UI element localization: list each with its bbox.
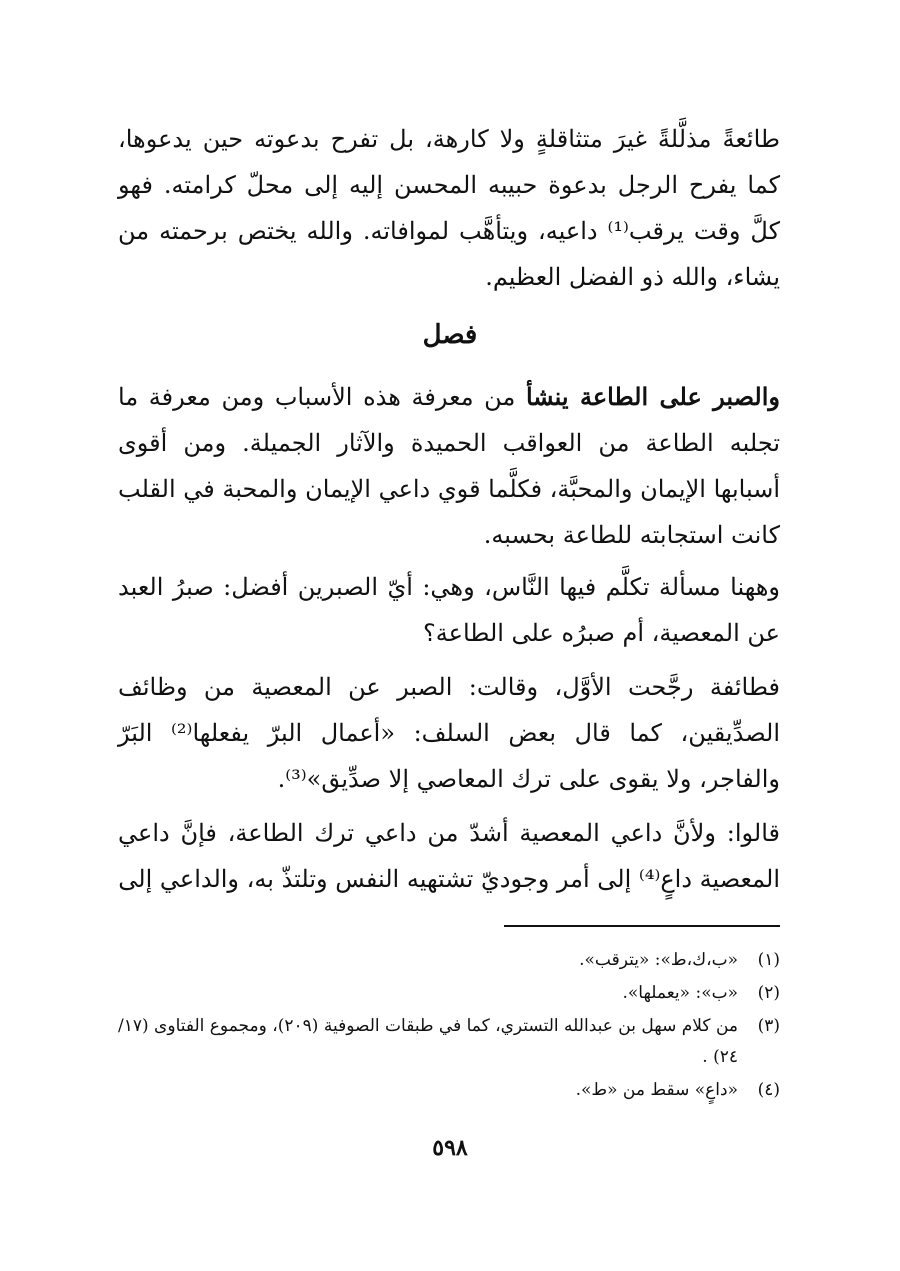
footnote-text: «ب،ك،ط»: «يترقب». [579,950,738,970]
footnote-number: (١) [757,950,780,970]
footnote-item [118,978,780,1009]
section-heading: فصل [422,320,478,350]
footnote-number: (٣) [757,1016,780,1036]
paragraph-2-text: من معرفة هذه الأسباب ومن معرفة ما تجلبه الطاعة من العواقب الحميدة والآثار الجميلة. ومن أقوى أسبابها الإيمان والمحبَّة، فكلَّما قوي داعي الإيمان والمحبة في القلب كانت استجابته للطاعة بحسبه. [118,383,780,549]
footnote-text: «داعٍ» سقط من «ط». [575,1080,738,1100]
paragraph-4: فطائفة رجَّحت الأوَّل، وقالت: الصبر عن المعصية من وظائف الصدِّيقين، كما قال بعض السلف: «أعمال البرّ يفعلها⁽²⁾ البَرّ والفاجر، ولا يقوى على ترك المعاصي إلا صدِّيق»⁽³⁾. [118,673,780,793]
footnote-text: من كلام سهل بن عبدالله التستري، كما في طبقات الصوفية (٢٠٩)، ومجموع الفتاوى (١٧/ ٢٤) . [118,1016,738,1067]
footnotes-list [118,945,780,1108]
page-number: ٥٩٨ [432,1135,468,1161]
footnote-divider [504,925,780,927]
paragraph-1: طائعةً مذلَّلةً غيرَ متثاقلةٍ ولا كارهة، بل تفرح بدعوته حين يدعوها، كما يفرح الرجل بدعوة حبيبه المحسن إليه إلى محلّ كرامته. فهو كلَّ وقت يرقب⁽¹⁾ داعيه، ويتأهَّب لموافاته. والله يختص برحمته من يشاء، والله ذو الفضل العظيم. [118,125,781,291]
footnote-number: (٢) [757,983,780,1003]
paragraph-2 [118,374,780,558]
paragraph-2-lead: والصبر على الطاعة ينشأ [525,382,780,411]
footnote-number: (٤) [757,1080,780,1100]
footnote-item [118,1011,780,1073]
footnote-item [118,945,780,976]
paragraph-5: قالوا: ولأنَّ داعي المعصية أشدّ من داعي ترك الطاعة، فإنَّ داعي المعصية داعٍ⁽⁴⁾ إلى أمر وجوديّ تشتهيه النفس وتلتذّ به، والداعي إلى [118,819,780,893]
footnote-item [118,1075,780,1106]
paragraph-3: وههنا مسألة تكلَّم فيها النَّاس، وهي: أيّ الصبرين أفضل: صبرُ العبد عن المعصية، أم صبرُه على الطاعة؟ [118,573,780,647]
footnote-text: «ب»: «يعملها». [622,983,738,1003]
